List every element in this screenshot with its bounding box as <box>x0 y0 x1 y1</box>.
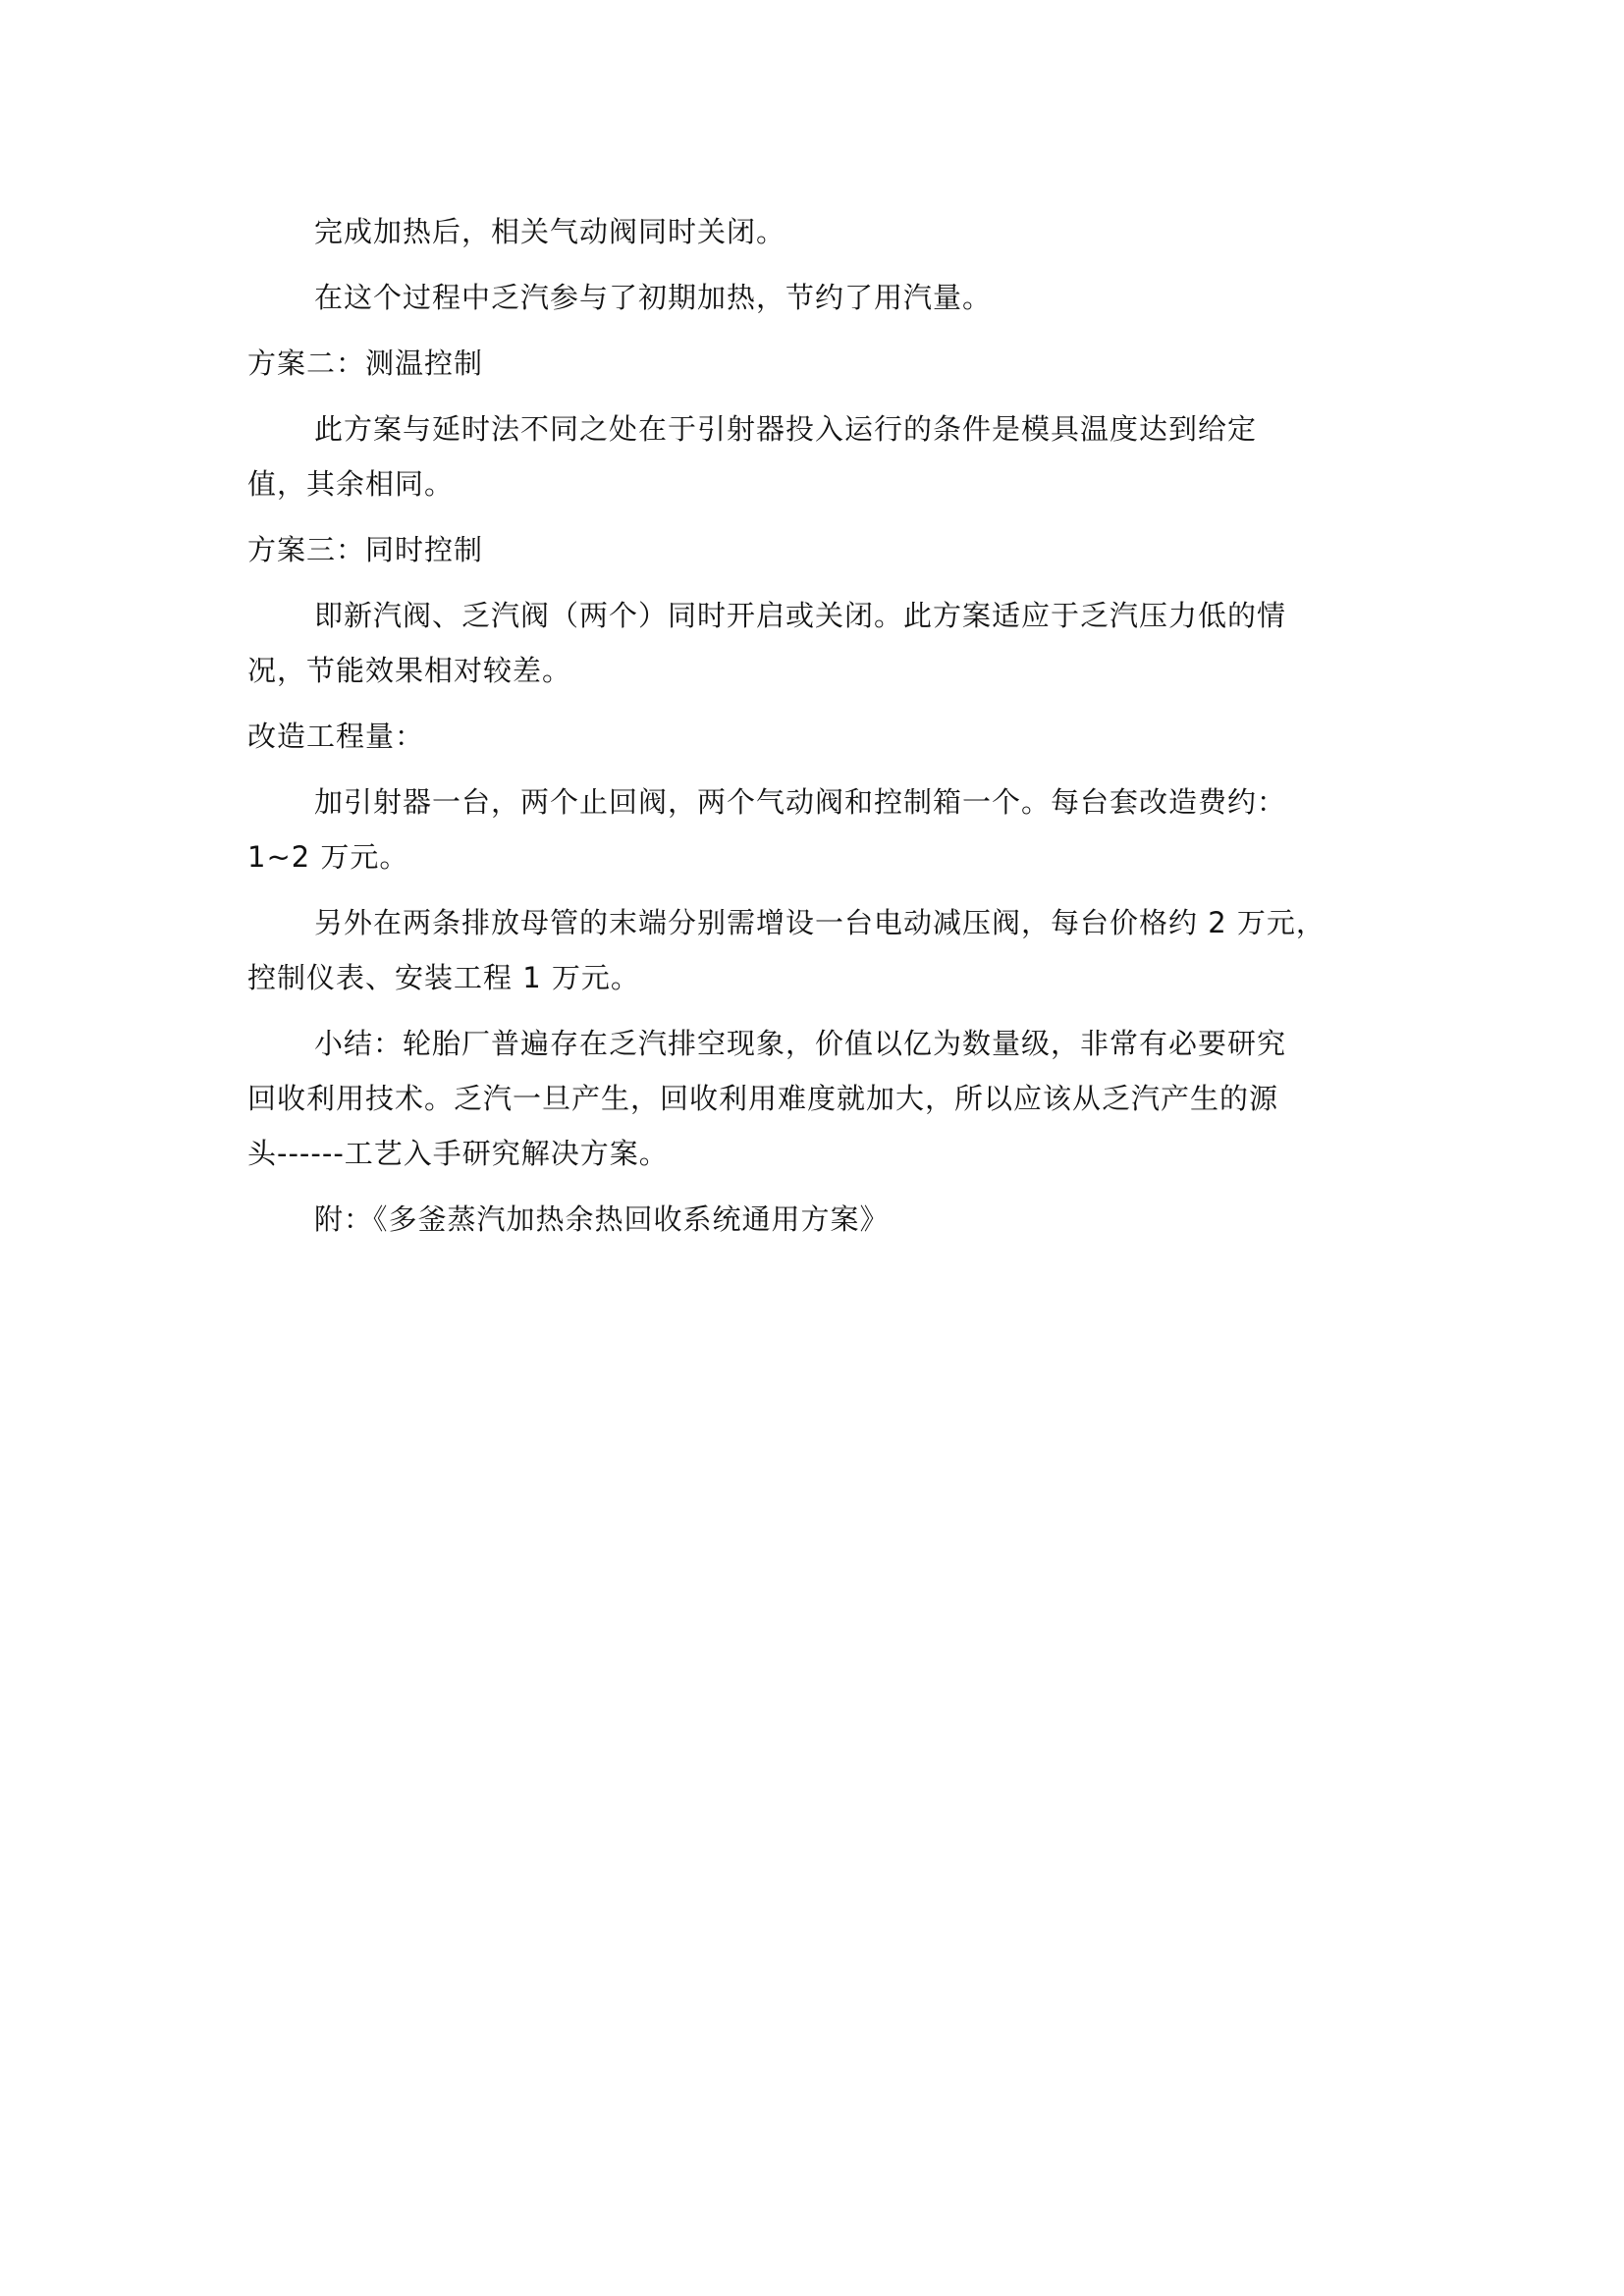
heading-scheme-three <box>247 522 1396 577</box>
text-line: 加引射器一台，两个止回阀，两个气动阀和控制箱一个。每台套改造费约： <box>314 785 1287 819</box>
paragraph-steam-saving <box>247 270 1396 325</box>
text-line: 完成加热后，相关气动阀同时关闭。 <box>314 215 786 248</box>
document-body <box>247 204 1396 1257</box>
heading-retrofit-workload <box>247 709 1396 764</box>
text-line: 头------工艺入手研究解决方案。 <box>247 1137 669 1170</box>
heading-text: 方案二：测温控制 <box>247 347 484 380</box>
text-line: 小结：轮胎厂普遍存在乏汽排空现象，价值以亿为数量级，非常有必要研究 <box>314 1027 1287 1060</box>
paragraph-scheme-three-description <box>247 588 1396 698</box>
text-line: 况，节能效果相对较差。 <box>247 654 572 687</box>
paragraph-heating-complete <box>247 204 1396 259</box>
paragraph-attachment <box>247 1192 1396 1247</box>
text-line: 1~2 万元。 <box>247 840 409 874</box>
heading-scheme-two <box>247 336 1396 391</box>
heading-text: 改造工程量： <box>247 720 425 753</box>
paragraph-retrofit-cost <box>247 774 1396 884</box>
text-line: 值，其余相同。 <box>247 467 455 501</box>
heading-text: 方案三：同时控制 <box>247 533 484 566</box>
text-line: 回收利用技术。乏汽一旦产生，回收利用难度就加大，所以应该从乏汽产生的源 <box>247 1082 1279 1115</box>
text-line: 附：《多釜蒸汽加热余热回收系统通用方案》 <box>314 1202 890 1236</box>
text-line: 此方案与延时法不同之处在于引射器投入运行的条件是模具温度达到给定 <box>314 412 1258 446</box>
paragraph-pressure-valve-cost <box>247 895 1396 1005</box>
text-line: 在这个过程中乏汽参与了初期加热，节约了用汽量。 <box>314 281 993 314</box>
paragraph-scheme-two-description <box>247 401 1396 511</box>
text-line: 控制仪表、安装工程 1 万元。 <box>247 961 640 994</box>
text-line: 另外在两条排放母管的末端分别需增设一台电动减压阀，每台价格约 2 万元， <box>314 906 1326 939</box>
text-line: 即新汽阀、乏汽阀（两个）同时开启或关闭。此方案适应于乏汽压力低的情 <box>314 599 1287 632</box>
paragraph-summary <box>247 1016 1396 1181</box>
